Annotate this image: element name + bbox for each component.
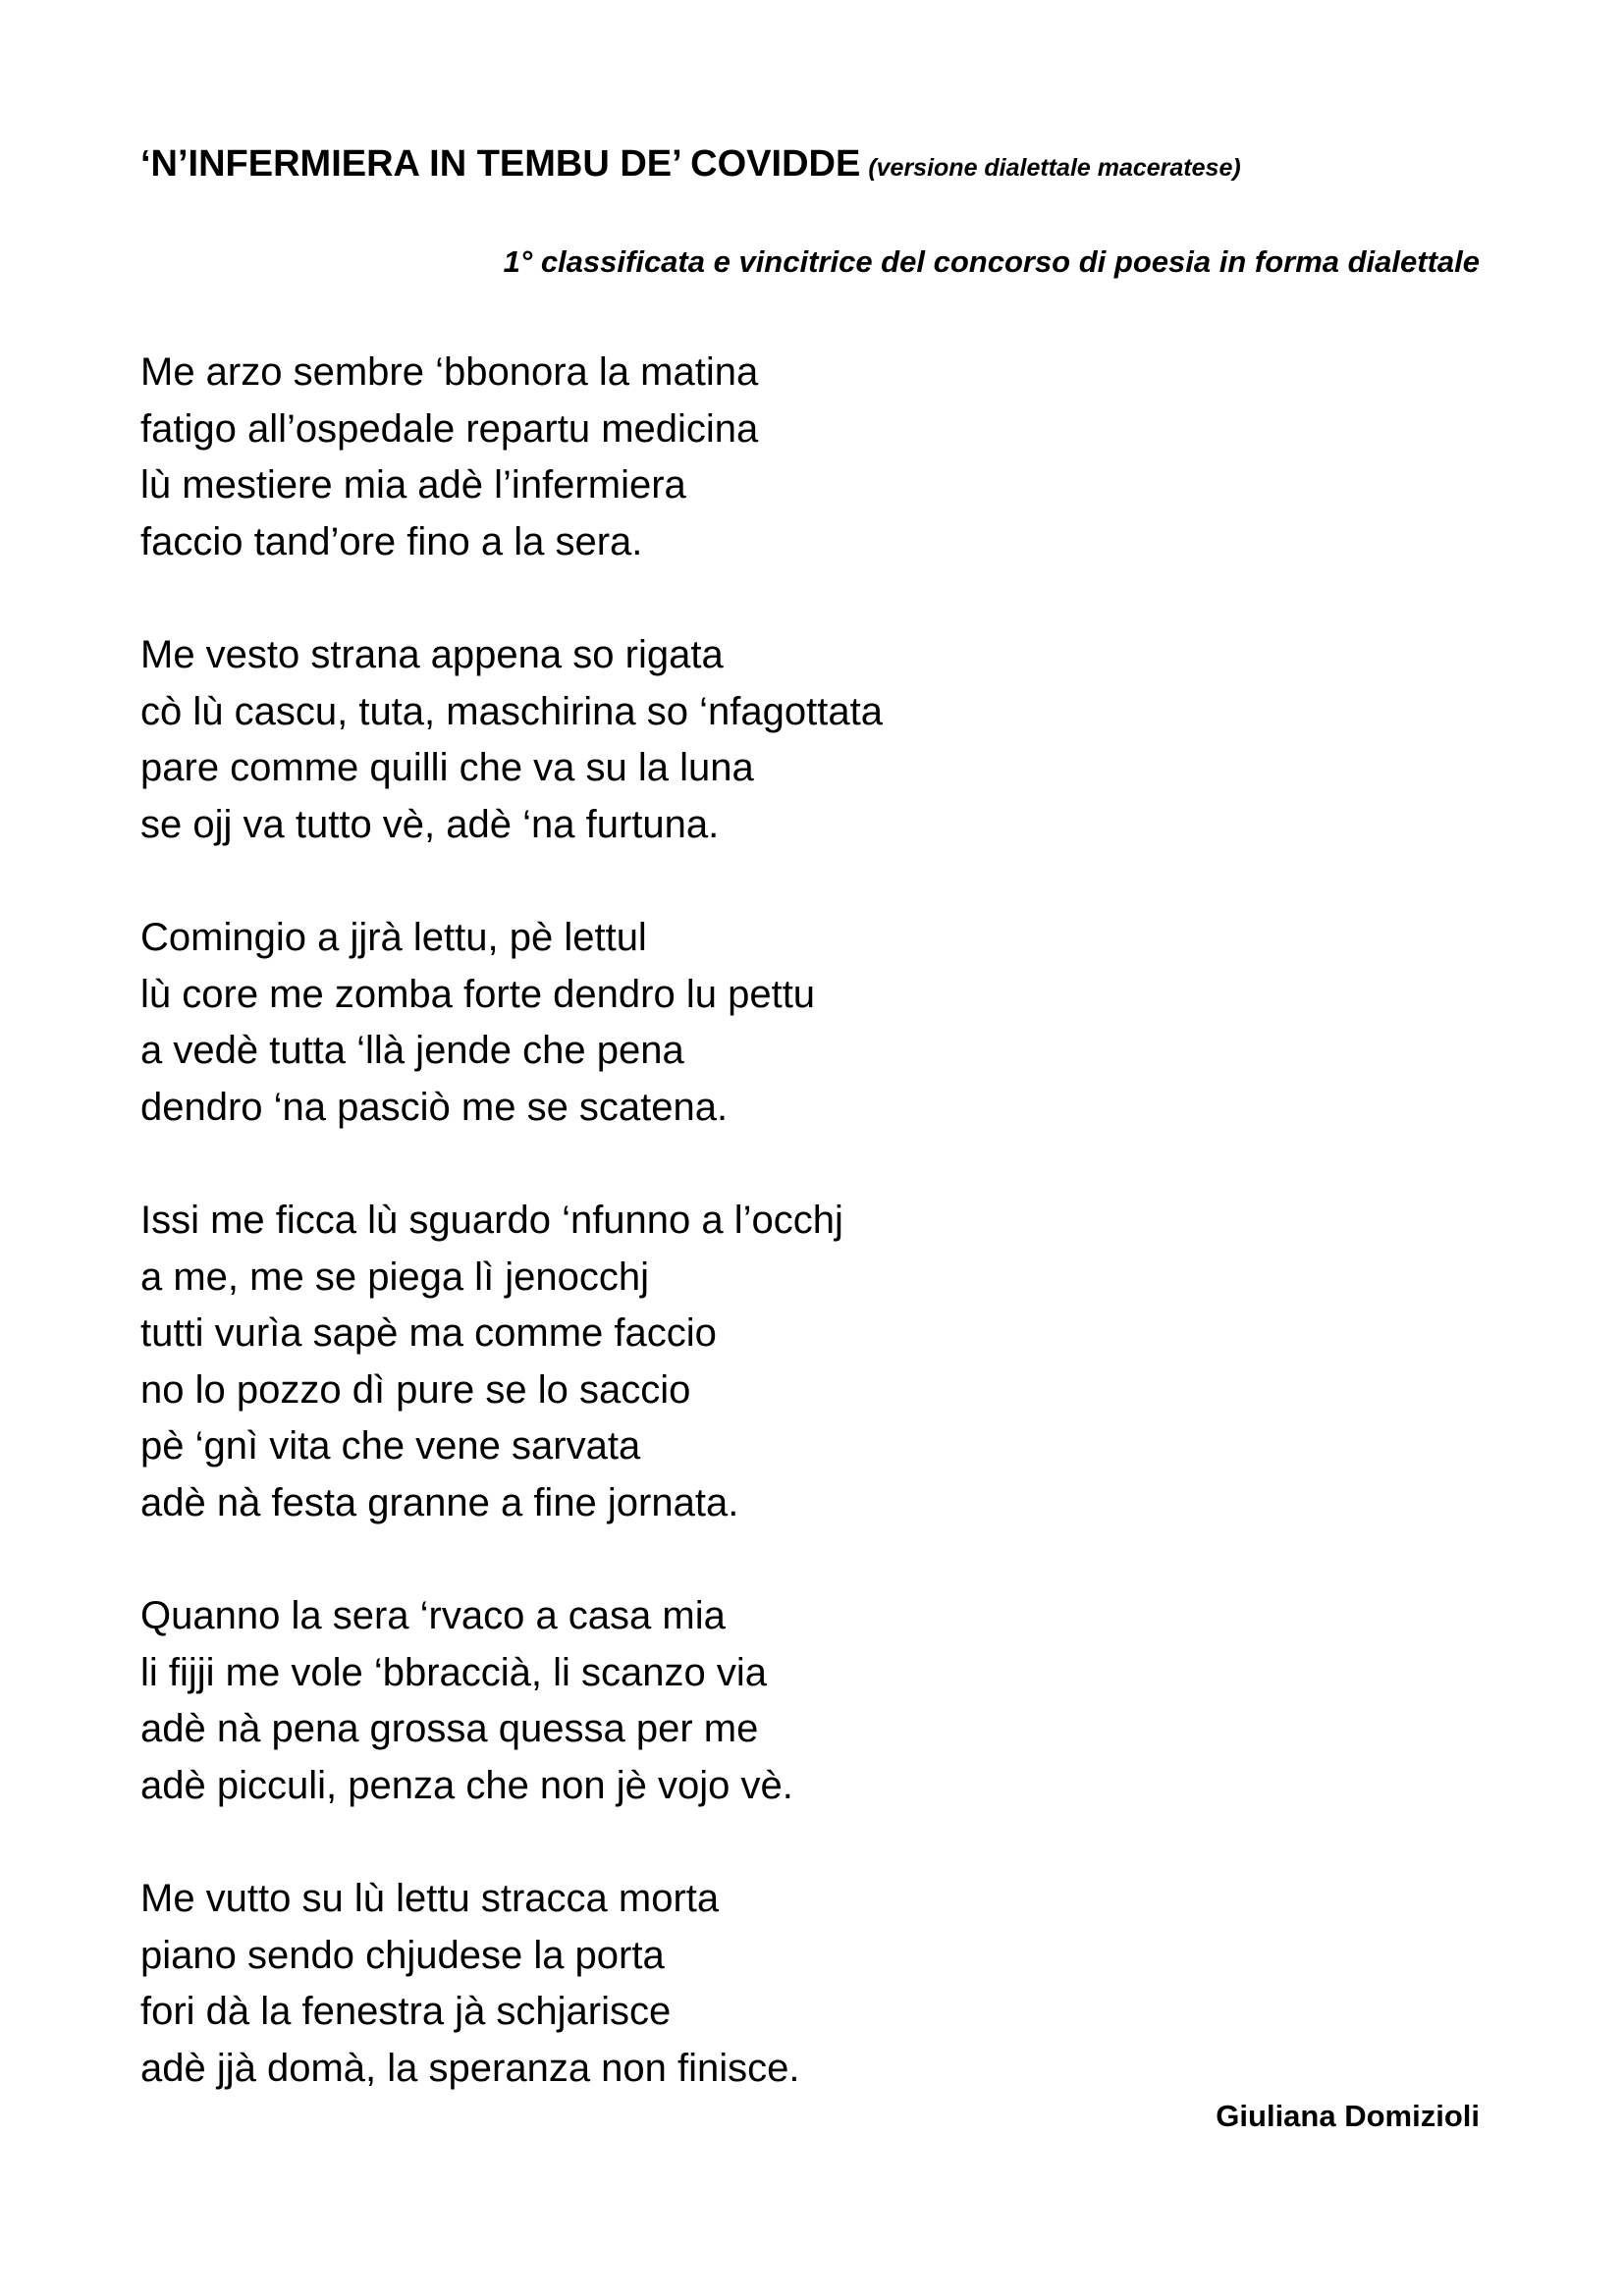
verse-line: tutti vurìa sapè ma comme faccio: [140, 1311, 717, 1355]
stanza: [140, 910, 1417, 1136]
verse-line: cò lù cascu, tuta, maschirina so ‘nfagottata: [140, 689, 883, 733]
title-note: (versione dialettale maceratese): [868, 154, 1241, 182]
verse-line: faccio tand’ore fino a la sera.: [140, 519, 643, 563]
verse-line: adè nà festa granne a fine jornata.: [140, 1480, 739, 1524]
verse-line: Me arzo sembre ‘bbonora la matina: [140, 350, 759, 394]
verse-line: fatigo all’ospedale repartu medicina: [140, 406, 759, 451]
verse-line: a vedè tutta ‘llà jende che pena: [140, 1029, 684, 1072]
verse-line: Quanno la sera ‘rvaco a casa mia: [140, 1594, 726, 1637]
verse-line: pè ‘gnì vita che vene sarvata: [140, 1424, 641, 1468]
poem-body: [140, 345, 1417, 2154]
verse-line: adè picculi, penza che non jè vojo vè.: [140, 1763, 793, 1807]
stanza: [140, 1193, 1417, 1531]
verse-line: lù mestiere mia adè l’infermiera: [140, 463, 686, 507]
award-subtitle: 1° classificata e vincitrice del concorso di poesia in forma dialettale: [503, 244, 1480, 279]
verse-line: fori dà la fenestra jà schjarisce: [140, 1990, 672, 2033]
stanza: [140, 1871, 1417, 2097]
poem-title: ‘N’INFERMIERA IN TEMBU DE’ COVIDDE: [140, 143, 861, 185]
stanza: [140, 1588, 1417, 1814]
verse-line: dendro ‘na pasciò me se scatena.: [140, 1085, 729, 1129]
verse-line: Me vutto su lù lettu stracca morta: [140, 1877, 720, 1920]
verse-line: piano sendo chjudese la porta: [140, 1933, 665, 1977]
verse-line: a me, me se piega lì jenocchj: [140, 1255, 650, 1299]
verse-line: li fijji me vole ‘bbraccià, li scanzo via: [140, 1650, 768, 1694]
verse-line: Me vesto strana appena so rigata: [140, 633, 724, 676]
verse-line: adè jjà domà, la speranza non finisce.: [140, 2046, 800, 2090]
verse-line: Comingio a jjrà lettu, pè lettul: [140, 916, 647, 959]
title-line: [140, 143, 1241, 186]
verse-line: Issi me ficca lù sguardo ‘nfunno a l’occhj: [140, 1199, 843, 1242]
stanza: [140, 345, 1417, 570]
author-signature: Giuliana Domizioli: [1216, 2099, 1480, 2133]
verse-line: adè nà pena grossa quessa per me: [140, 1707, 759, 1750]
verse-line: no lo pozzo dì pure se lo saccio: [140, 1367, 691, 1412]
verse-line: lù core me zomba forte dendro lu pettu: [140, 972, 816, 1016]
stanza: [140, 627, 1417, 853]
verse-line: pare comme quilli che va su la luna: [140, 746, 754, 789]
verse-line: se ojj va tutto vè, adè ‘na furtuna.: [140, 802, 720, 846]
